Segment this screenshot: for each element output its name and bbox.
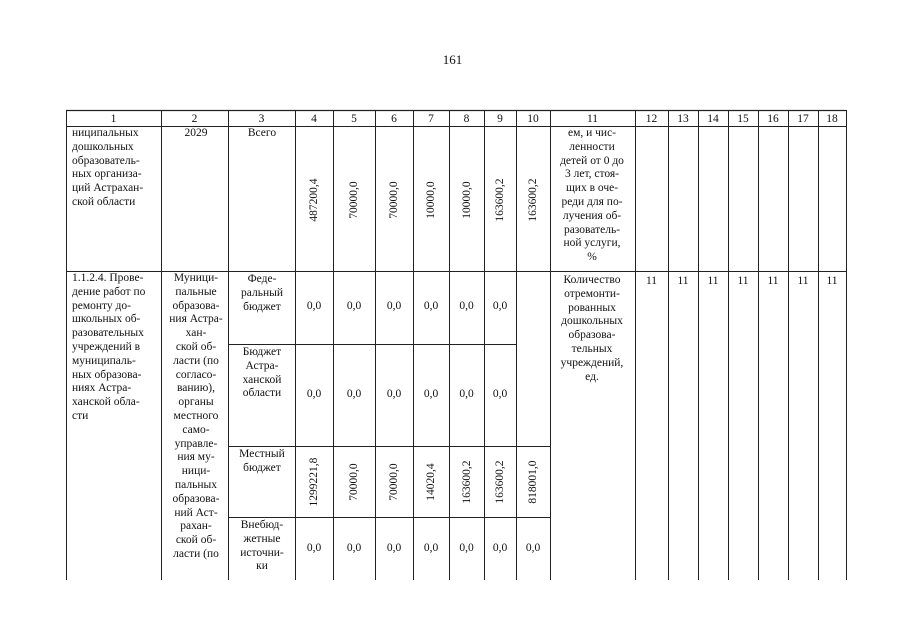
text-line: учреждений в xyxy=(72,340,141,353)
row2-value: 163600,2 xyxy=(494,460,506,504)
row2-tail-value: 11 xyxy=(677,275,689,287)
text-line: отремонти- xyxy=(564,287,620,300)
text-line: ниях Астра- xyxy=(72,382,132,395)
row2-source xyxy=(230,448,294,476)
header-col-18: 18 xyxy=(826,113,838,125)
header-col-6: 6 xyxy=(391,113,397,125)
row1-indicator xyxy=(550,127,634,265)
row1-value: 70000,0 xyxy=(388,181,400,219)
row2-executor xyxy=(163,272,229,562)
header-col-14: 14 xyxy=(707,113,719,125)
text-line: ской области xyxy=(72,195,136,208)
row2-value: 0,0 xyxy=(492,542,508,554)
text-line: ния Астра- xyxy=(169,313,223,326)
row1-source: Всего xyxy=(247,127,277,139)
text-line: ханской обла- xyxy=(72,396,140,409)
row2-value: 0,0 xyxy=(459,542,474,554)
text-line: органы xyxy=(178,396,214,409)
row2-value: 0,0 xyxy=(346,542,362,554)
text-line: ской об- xyxy=(175,534,217,547)
row2-value: 0,0 xyxy=(423,300,439,312)
text-line: само- xyxy=(182,423,210,436)
text-line: Муници- xyxy=(173,272,219,284)
row2-value: 0,0 xyxy=(459,300,474,312)
text-line: образова- xyxy=(172,299,220,312)
text-line: рованных xyxy=(568,301,616,314)
row2-source xyxy=(230,346,294,401)
text-line: ций Астрахан- xyxy=(72,182,144,195)
text-line: ния му- xyxy=(177,451,215,464)
text-line: области xyxy=(242,387,282,400)
text-line: образователь- xyxy=(72,154,140,167)
text-line: местного xyxy=(173,409,219,422)
header-col-17: 17 xyxy=(797,113,809,125)
header-col-13: 13 xyxy=(677,113,689,125)
text-line: Внебюд- xyxy=(240,519,284,531)
header-col-7: 7 xyxy=(428,113,434,125)
text-line: щих в оче- xyxy=(565,182,619,195)
header-col-16: 16 xyxy=(767,113,779,125)
text-line: бюджет xyxy=(243,300,281,313)
header-col-2: 2 xyxy=(191,113,198,125)
text-line: ки xyxy=(256,560,268,573)
text-line: ремонту до- xyxy=(72,299,131,312)
row2-tail-value: 11 xyxy=(767,275,779,287)
row2-value: 0,0 xyxy=(423,387,439,400)
header-col-9: 9 xyxy=(497,113,503,125)
text-line: тельных xyxy=(571,342,613,355)
row2-tail-value: 11 xyxy=(707,275,719,287)
page-number: 161 xyxy=(442,52,463,67)
header-col-10: 10 xyxy=(527,113,539,125)
header-col-8: 8 xyxy=(463,113,470,125)
text-line: 1.1.2.4. Прове- xyxy=(72,272,144,284)
row2-indicator xyxy=(550,274,634,384)
row2-value: 0,0 xyxy=(306,542,322,554)
row2-value: 14020,4 xyxy=(425,463,437,501)
text-line: источни- xyxy=(240,546,284,559)
text-line: хан- xyxy=(185,327,207,340)
text-line: ний Аст- xyxy=(174,506,218,519)
text-line: ханской xyxy=(242,373,282,386)
text-line: ных образова- xyxy=(72,368,142,381)
row2-value: 163600,2 xyxy=(460,460,473,504)
text-line: Бюджет xyxy=(242,346,282,358)
text-line: ем, и чис- xyxy=(567,127,617,139)
header-col-15: 15 xyxy=(737,113,749,125)
row2-value: 0,0 xyxy=(306,387,322,400)
text-line: управле- xyxy=(174,437,218,450)
row1-name xyxy=(72,127,158,210)
row1-value: 163600,2 xyxy=(494,178,506,222)
header-col-4: 4 xyxy=(311,113,317,125)
row2-tail-value: 11 xyxy=(797,275,809,287)
text-line: ной услуги, xyxy=(563,237,621,250)
row2-value: 0,0 xyxy=(492,387,508,400)
text-line: ванию), xyxy=(177,382,215,395)
text-line: ниципальных xyxy=(72,127,139,139)
text-line: ед. xyxy=(585,370,599,383)
text-line: школьных об- xyxy=(72,313,141,326)
header-col-12: 12 xyxy=(645,113,658,125)
text-line: ных организа- xyxy=(72,168,142,181)
text-line: согласо- xyxy=(175,368,217,381)
row2-tail-value: 11 xyxy=(826,275,838,287)
text-line: лучения об- xyxy=(562,209,622,222)
text-line: пальных xyxy=(175,478,217,491)
text-line: рахан- xyxy=(180,520,212,533)
row1-value: 10000,0 xyxy=(425,181,437,219)
text-line: Феде- xyxy=(247,273,277,285)
text-line: пальные xyxy=(175,285,217,298)
text-line: муниципаль- xyxy=(72,354,136,367)
text-line: учреждений, xyxy=(560,356,624,369)
row2-value: 0,0 xyxy=(386,542,402,554)
row2-value: 0,0 xyxy=(492,300,508,312)
row2-value: 70000,0 xyxy=(388,463,400,501)
text-line: ласти (по xyxy=(173,547,219,560)
row2-source xyxy=(230,519,294,574)
text-line: ральный xyxy=(241,286,283,299)
text-line: детей от 0 до xyxy=(560,154,624,167)
row2-value: 0,0 xyxy=(346,387,362,400)
row2-value: 0,0 xyxy=(525,542,541,554)
row2-value: 0,0 xyxy=(423,542,439,554)
text-line: дение работ по xyxy=(72,285,146,298)
text-line: ници- xyxy=(181,465,211,478)
text-line: бюджет xyxy=(243,461,281,474)
text-line: ленности xyxy=(569,140,615,153)
text-line: сти xyxy=(72,409,89,422)
text-line: дошкольных xyxy=(72,140,134,153)
text-line: Местный xyxy=(239,448,285,460)
row2-value: 70000,0 xyxy=(348,463,360,501)
row2-value: 818001,0 xyxy=(527,460,539,504)
text-line: Астра- xyxy=(245,359,279,372)
text-line: ласти (по xyxy=(173,354,219,367)
text-line: реди для по- xyxy=(561,195,623,208)
row2-value: 0,0 xyxy=(306,300,322,312)
row2-tail-value: 11 xyxy=(645,275,658,287)
header-col-11: 11 xyxy=(586,113,599,125)
row2-value: 0,0 xyxy=(459,387,474,400)
row2-value: 0,0 xyxy=(386,387,402,400)
text-line: ской об- xyxy=(175,340,217,353)
header-col-5: 5 xyxy=(351,113,357,125)
text-line: Количество xyxy=(563,274,621,286)
text-line: образова- xyxy=(568,329,616,342)
row1-value: 70000,0 xyxy=(348,181,360,219)
row2-value: 0,0 xyxy=(346,300,362,312)
row2-source xyxy=(230,273,294,314)
header-col-1: 1 xyxy=(110,113,117,125)
text-line: % xyxy=(587,251,597,264)
header-col-3: 3 xyxy=(258,113,265,125)
row2-name xyxy=(72,272,158,424)
row2-value: 0,0 xyxy=(386,300,402,312)
row2-value: 1299221,8 xyxy=(308,457,320,507)
text-line: дошкольных xyxy=(561,315,623,328)
row1-value: 163600,2 xyxy=(527,178,539,222)
text-line: образова- xyxy=(172,492,220,505)
row1-value: 487200,4 xyxy=(308,178,320,222)
text-line: разователь- xyxy=(563,223,621,236)
row2-tail-value: 11 xyxy=(737,275,749,287)
text-line: жетные xyxy=(243,532,281,545)
text-line: 3 лет, стоя- xyxy=(564,168,619,181)
row1-value: 10000,0 xyxy=(460,181,473,219)
row1-year: 2029 xyxy=(184,127,208,139)
text-line: разовательных xyxy=(72,327,144,340)
